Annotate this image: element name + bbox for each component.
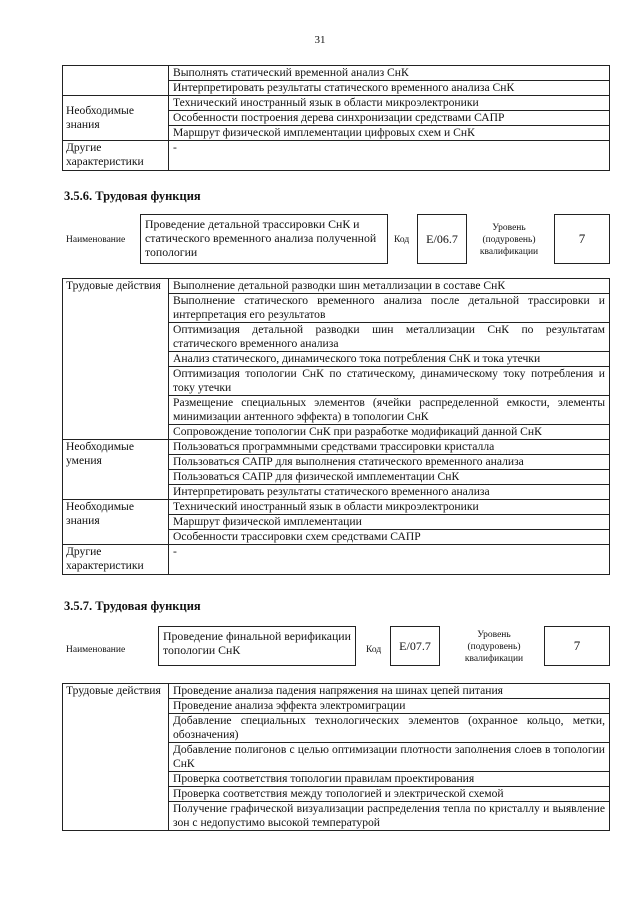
- name-label: Наименование: [66, 235, 126, 245]
- row-label: Трудовые действия: [63, 279, 169, 440]
- page-number: 31: [314, 34, 326, 46]
- cell-text: Добавление полигонов с целью оптимизации плотности заполнения слоев в топологии СнК: [169, 743, 610, 772]
- cell-text: -: [169, 141, 610, 171]
- function-code: E/07.7: [390, 626, 440, 666]
- table-row: [63, 96, 610, 111]
- cell-text: Выполнение статического временного анализа после детальной трассировки и интерпретация его результатов: [169, 294, 610, 323]
- cell-text: -: [169, 545, 610, 575]
- cell-text: Пользоваться программными средствами трассировки кристалла: [169, 440, 610, 455]
- cell-text: Технический иностранный язык в области микроэлектроники: [169, 500, 610, 515]
- cell-text: Анализ статического, динамического тока потребления СнК и тока утечки: [169, 352, 610, 367]
- cell-text: Особенности построения дерева синхронизации средствами САПР: [169, 111, 610, 126]
- cell-text: Маршрут физической имплементации цифровых схем и СнК: [169, 126, 610, 141]
- function-title: Проведение детальной трассировки СнК и статического временного анализа полученной топологии: [140, 214, 388, 264]
- name-label: Наименование: [66, 645, 126, 655]
- cell-text: Интерпретировать результаты статического временного анализа: [169, 485, 610, 500]
- cell-text: Пользоваться САПР для физической имплементации СнК: [169, 470, 610, 485]
- cell-text: Пользоваться САПР для выполнения статического временного анализа: [169, 455, 610, 470]
- row-label: Необходимые умения: [63, 440, 169, 500]
- cell-text: Проверка соответствия между топологией и электрической схемой: [169, 787, 610, 802]
- function-title: Проведение финальной верификации топологии СнК: [158, 626, 356, 666]
- cell-text: Интерпретировать результаты статического временного анализа СнК: [169, 81, 610, 96]
- cell-text: Сопровождение топологии СнК при разработке модификаций данной СнК: [169, 425, 610, 440]
- row-label: [63, 66, 169, 96]
- code-label: Код: [394, 235, 410, 245]
- row-label: Необходимые знания: [63, 500, 169, 545]
- cell-text: Получение графической визуализации распределения тепла по кристаллу и выявление зон с недопустимо высокой температурой: [169, 802, 610, 831]
- table-function-357: [62, 683, 610, 831]
- cell-text: Проверка соответствия топологии правилам проектирования: [169, 772, 610, 787]
- function-header: [62, 626, 610, 672]
- cell-text: Оптимизация топологии СнК по статическому, динамическому току потребления и току утечки: [169, 367, 610, 396]
- row-label: Необходимые знания: [63, 96, 169, 141]
- cell-text: Маршрут физической имплементации: [169, 515, 610, 530]
- cell-text: Особенности трассировки схем средствами САПР: [169, 530, 610, 545]
- table-row: [63, 141, 610, 171]
- function-header: [62, 214, 610, 264]
- level-label: Уровень (подуровень) квалификации: [479, 223, 539, 257]
- table-function-356: [62, 278, 610, 575]
- section-heading: 3.5.7. Трудовая функция: [64, 599, 201, 613]
- qualification-level: 7: [554, 214, 610, 264]
- row-label: Другие характеристики: [63, 545, 169, 575]
- cell-text: Технический иностранный язык в области микроэлектроники: [169, 96, 610, 111]
- cell-text: Выполнение детальной разводки шин металлизации в составе СнК: [169, 279, 610, 294]
- cell-text: Добавление специальных технологических элементов (охранное кольцо, метки, обозначения): [169, 714, 610, 743]
- cell-text: Проведение анализа падения напряжения на шинах цепей питания: [169, 684, 610, 699]
- row-label: Трудовые действия: [63, 684, 169, 831]
- table-continuation: [62, 65, 610, 171]
- cell-text: Выполнять статический временной анализ СнК: [169, 66, 610, 81]
- row-label: Другие характеристики: [63, 141, 169, 171]
- cell-text: Проведение анализа эффекта электромиграции: [169, 699, 610, 714]
- table-row: [63, 66, 610, 81]
- cell-text: Оптимизация детальной разводки шин металлизации СнК по результатам статического временного анализа: [169, 323, 610, 352]
- code-label: Код: [366, 645, 382, 655]
- cell-text: Размещение специальных элементов (ячейки распределенной емкости, элементы минимизации антенного эффекта) в топологии СнК: [169, 396, 610, 425]
- function-code: E/06.7: [417, 214, 467, 264]
- section-heading: 3.5.6. Трудовая функция: [64, 189, 201, 203]
- qualification-level: 7: [544, 626, 610, 666]
- level-label: Уровень (подуровень) квалификации: [464, 630, 524, 664]
